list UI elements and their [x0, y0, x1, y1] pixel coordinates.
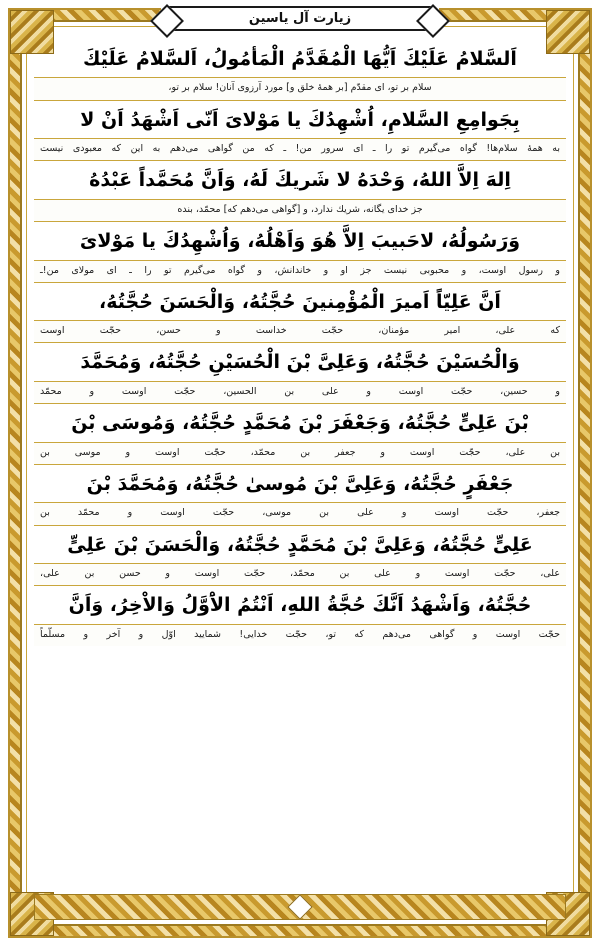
translation-row	[34, 320, 566, 342]
verse-block	[34, 586, 566, 646]
persian-translation: حجّت اوست و گواهی می‌دهم كه تو، حجّت خدایی! شمایید اوّل و آخر و مسلّماً	[40, 628, 560, 640]
persian-translation: جعفر، حجّت اوست و علی بن موسی، حجّت اوست و محمّد بن	[40, 507, 560, 519]
title-plate	[164, 6, 436, 31]
verse-block	[34, 222, 566, 283]
translation-row	[34, 502, 566, 524]
persian-translation: و رسول اوست، و محبوبی نیست جز او و خاندانش، و گواه می‌گیرم تو را ـ ای مولای من!ـ	[40, 264, 560, 276]
verse-block	[34, 40, 566, 101]
verse-block	[34, 343, 566, 404]
arabic-line: بِجَوامِعِ السَّلامِ، اُشْهِدُكَ یا مَوْلایَ اَنّی اَشْهَدُ اَنْ لا	[80, 108, 520, 131]
translation-row	[34, 199, 566, 221]
persian-translation: و حسین، حجّت اوست و علی بن الحسین، حجّت اوست و محمّد	[40, 385, 560, 397]
arabic-line: عَلِىٍّ حُجَّتُهُ، وَعَلِىَّ بْنَ مُحَمَّدٍ حُجَّتُهُ، وَالْحَسَنَ بْنَ عَلِىٍّ	[67, 533, 533, 556]
persian-translation: علی، حجّت اوست و علی بن محمّد، حجّت اوست و حسن بن علی،	[40, 567, 560, 579]
translation-row	[34, 624, 566, 646]
arabic-line: اَنَّ عَلِیّاً اَمیرَ الْمُؤْمِنینَ حُجَّتُهُ، وَالْحَسَنَ حُجَّتُهُ،	[99, 290, 501, 313]
translation-row	[34, 442, 566, 464]
persian-translation: بن علی، حجّت اوست و جعفر بن محمّد، حجّت اوست و موسی بن	[40, 446, 560, 458]
verse-block	[34, 404, 566, 465]
arabic-line: وَرَسُولُهُ، لاحَبیبَ اِلاَّ هُوَ وَاَهْلُهُ، وَاُشْهِدُكَ یا مَوْلایَ	[79, 230, 521, 253]
verse-block	[34, 465, 566, 526]
verse-block	[34, 283, 566, 344]
arabic-line: بْنَ عَلِىٍّ حُجَّتُهُ، وَجَعْفَرَ بْنَ مُحَمَّدٍ حُجَّتُهُ، وَمُوسَى بْنَ	[71, 412, 529, 435]
persian-translation: جز خدای یگانه، شریك ندارد، و [گواهی می‌دهم كه] محمّد، بنده	[177, 203, 423, 215]
arabic-line: اِلهَ اِلاَّ اللهُ، وَحْدَهُ لا شَریكَ لَهُ، وَاَنَّ مُحَمَّداً عَبْدُهُ	[89, 169, 511, 192]
arabic-line: حُجَّتُهُ، وَاَشْهَدُ اَنَّكَ حُجَّةُ اللهِ، اَنْتُمُ الاَْوَّلُ وَالاْخِرُ، وَاَنَّ	[68, 594, 532, 617]
persian-translation: سلام بر تو، ای مقدّم [بر همهٔ خلق و] مورد آرزوی آنان! سلام بر تو،	[168, 82, 432, 94]
arabic-line: اَلسَّلامُ عَلَیْكَ اَیُّهَا الْمُقَدَّمُ الْمَأمُولُ، اَلسَّلامُ عَلَیْكَ	[83, 48, 517, 70]
arabic-line: وَالْحُسَیْنَ حُجَّتُهُ، وَعَلِىَّ بْنَ الْحُسَیْنِ حُجَّتُهُ، وَمُحَمَّدَ	[80, 351, 520, 374]
bottom-ornament-band	[34, 894, 566, 920]
verse-block	[34, 526, 566, 587]
title-cartouche	[0, 6, 600, 31]
verse-list	[34, 40, 566, 888]
translation-row	[34, 563, 566, 585]
arabic-line: جَعْفَرٍ حُجَّتُهُ، وَعَلِىَّ بْنَ مُوسىٰ حُجَّتُهُ، وَمُحَمَّدَ بْنَ	[86, 472, 514, 495]
persian-translation: كه علی، امیر مؤمنان، حجّت خداست و حسن، حجّت اوست	[40, 325, 560, 337]
translation-row	[34, 138, 566, 160]
persian-translation: به همهٔ سلام‌ها! گواه می‌گیرم تو را ـ ای سرور من! ـ كه من گواهی می‌دهم به این كه معبودی نیست	[40, 143, 560, 155]
verse-block	[34, 101, 566, 162]
translation-row	[34, 260, 566, 282]
translation-row	[34, 381, 566, 403]
page-title: زیارت آل یاسین	[248, 11, 352, 26]
bottom-ornament-diamond	[287, 894, 312, 919]
translation-row	[34, 77, 566, 99]
verse-block	[34, 161, 566, 222]
